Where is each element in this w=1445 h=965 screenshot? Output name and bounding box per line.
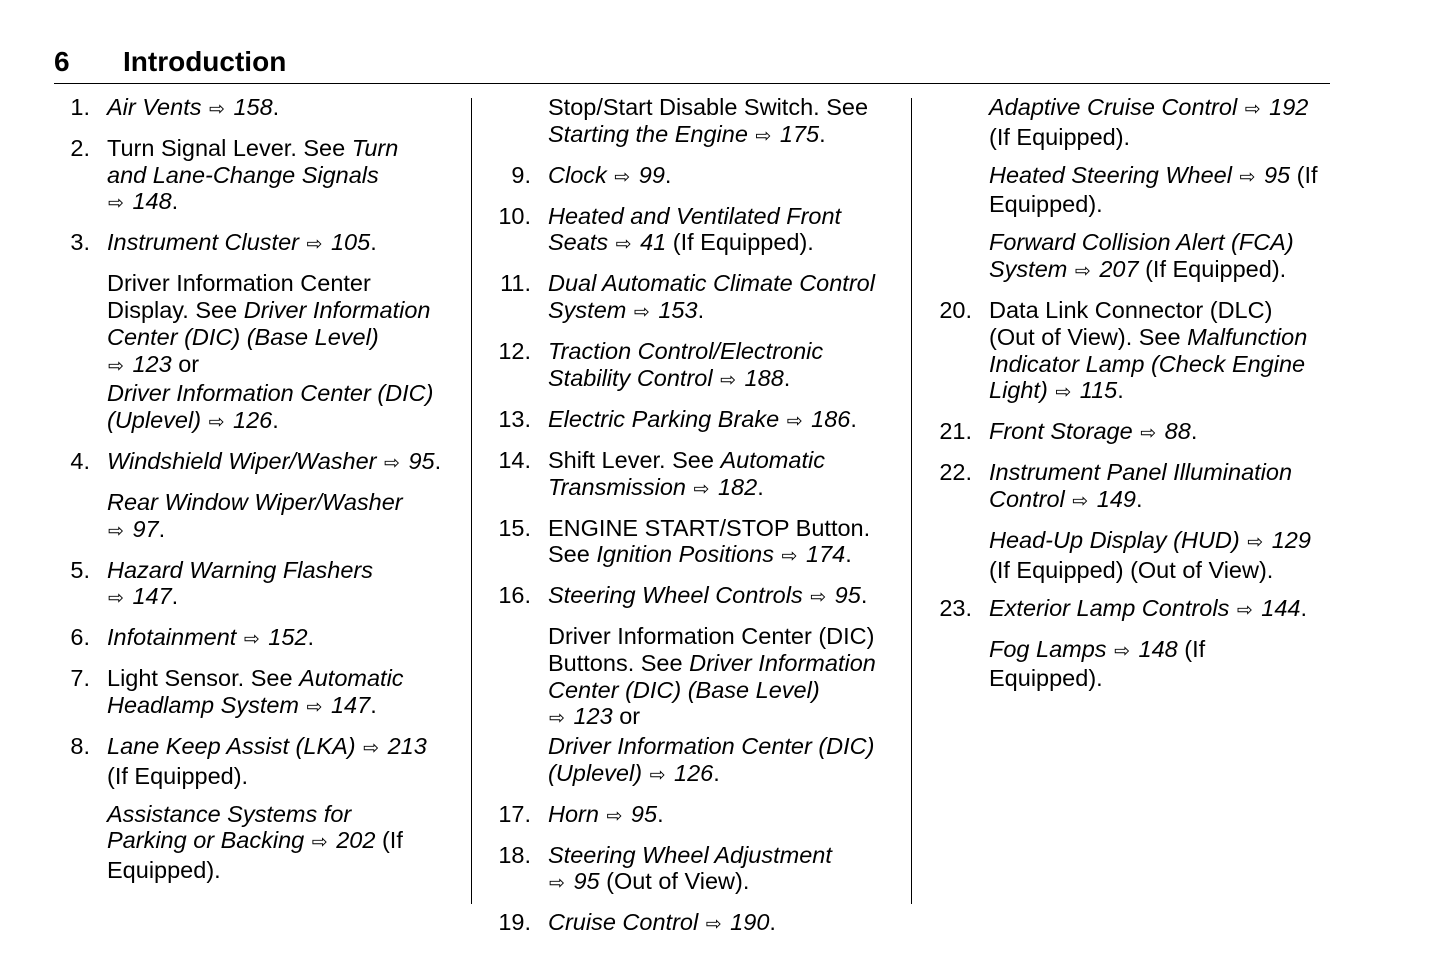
entry-label-text: . [158,515,166,542]
entry-label-text: (If [1290,161,1318,188]
index-entry [495,270,905,326]
index-entry [54,448,464,478]
entry-label-text: . [370,692,377,719]
index-sub-entry [936,94,1336,150]
cross-reference-text: 147 [324,692,371,719]
cross-reference-text: Center (DIC) (Base Level) [107,323,379,350]
entry-number: 13. [498,405,531,432]
entry-text [989,459,1336,515]
entry-text [548,842,905,898]
entry-text [548,270,905,326]
entry-text [107,665,464,721]
cross-reference-text: 123 [566,703,613,730]
entry-label-text: . [757,473,764,500]
cross-reference-text: Windshield Wiper/Washer [107,447,384,474]
entry-label-text: . [434,447,442,474]
entry-text [989,636,1336,692]
entry-label-text: (If Equipped). [666,229,814,256]
entry-label-text: . [1300,594,1308,621]
cross-reference-text: 97 [125,515,159,542]
entry-text [548,338,905,394]
entry-number: 17. [498,800,531,827]
entry-label-text: Turn Signal Lever. See [107,135,352,161]
cross-reference-text: Instrument Panel Illumination [989,459,1293,486]
entry-text [107,733,464,789]
entry-label-text: . [860,582,868,609]
page-reference-arrow-icon: ⇨ [1114,640,1131,662]
cross-reference-text: 95 [1257,161,1291,188]
column-middle [495,94,905,950]
page-reference-arrow-icon: ⇨ [633,302,650,324]
cross-reference-text: Head-Up Display (HUD) [989,526,1247,553]
index-entry [54,665,464,721]
entry-label-text: . [657,800,664,827]
cross-reference-text: 147 [125,583,172,610]
index-entry [54,557,464,613]
entry-text [548,203,905,259]
entry-text [989,162,1336,218]
cross-reference-text: Automatic [299,665,404,692]
index-entry [54,94,464,124]
cross-reference-text: 188 [738,364,784,391]
entry-label-text: . [370,229,377,256]
page-reference-arrow-icon: ⇨ [810,587,827,609]
entry-label-text: Data Link Connector (DLC) [989,297,1273,324]
cross-reference-text: System [548,297,633,324]
cross-reference-text: Rear Window Wiper/Washer [107,488,403,515]
entry-label-text: Equipped). [989,191,1103,218]
cross-reference-text: 148 [125,188,172,215]
cross-reference-text: 99 [632,161,665,188]
cross-reference-text: Steering Wheel Controls [548,582,810,609]
page-reference-arrow-icon: ⇨ [720,369,737,391]
entry-label-text: Equipped). [107,857,221,884]
page-reference-arrow-icon: ⇨ [549,873,565,895]
entry-text [548,515,905,571]
entry-text [548,582,905,612]
cross-reference-text: Control [989,485,1072,512]
cross-reference-text: 144 [1254,594,1301,621]
page-reference-arrow-icon: ⇨ [649,764,666,786]
index-entry [936,418,1336,448]
entry-label-text: . [697,297,705,324]
entry-text [989,595,1336,625]
page-reference-arrow-icon: ⇨ [306,697,323,719]
column-right [936,94,1336,703]
page-reference-arrow-icon: ⇨ [549,708,565,730]
cross-reference-text: 95 [566,868,600,895]
column-divider-1 [471,98,472,904]
page-header [54,46,1330,84]
page-reference-arrow-icon: ⇨ [693,478,710,500]
page-reference-arrow-icon: ⇨ [1072,490,1089,512]
index-sub-entry [54,801,464,884]
cross-reference-text: 213 [381,733,427,760]
page-reference-arrow-icon: ⇨ [108,355,124,377]
cross-reference-text: Ignition Positions [596,541,781,568]
page-reference-arrow-icon: ⇨ [614,166,631,188]
entry-label-text: (Out of View). See [989,323,1188,350]
page-reference-arrow-icon: ⇨ [108,520,124,542]
column-divider-2 [911,98,912,904]
page-reference-arrow-icon: ⇨ [311,832,328,854]
cross-reference-text: Forward Collision Alert (FCA) [989,229,1294,256]
cross-reference-text: 126 [226,406,273,433]
cross-reference-text: Lane Keep Assist (LKA) [107,733,363,760]
page-reference-arrow-icon: ⇨ [1140,423,1157,445]
entry-number: 20. [939,297,972,324]
cross-reference-text: 202 [329,827,376,854]
column-left [54,94,464,895]
cross-reference-text: Assistance Systems for [107,800,352,827]
index-sub-entry [936,636,1336,692]
entry-label-text: . [713,759,720,786]
cross-reference-text: Electric Parking Brake [548,405,786,432]
page-reference-arrow-icon: ⇨ [306,234,323,256]
entry-number: 21. [939,418,972,445]
index-entry [495,203,905,259]
entry-label-text: . [664,161,672,188]
cross-reference-text: Parking or Backing [107,827,311,854]
cross-reference-text: 174 [799,541,846,568]
page-reference-arrow-icon: ⇨ [615,234,632,256]
entry-number: 18. [498,841,531,868]
entry-text [548,909,905,939]
entry-text [107,229,464,259]
entry-label-text: Display. See [107,297,244,324]
index-entry [936,595,1336,625]
cross-reference-text: 186 [804,405,851,432]
entry-number: 11. [500,270,531,297]
entry-text [107,557,464,613]
entry-number: 3. [70,229,90,256]
entry-text [989,94,1336,150]
entry-label-text: (If [1177,635,1206,662]
entry-label-text: . [272,94,280,120]
cross-reference-text: Light) [989,377,1055,404]
entry-number: 9. [511,161,531,188]
entry-label-text: Stop/Start Disable Switch. See [548,94,869,120]
entry-label-text: or [612,703,641,730]
cross-reference-text: Driver Information [243,297,431,324]
index-sub-entry [54,489,464,545]
entry-label-text: . [783,364,791,391]
cross-reference-text: 175 [773,120,820,147]
cross-reference-text: Transmission [548,473,693,500]
cross-reference-text: Malfunction [1187,323,1308,350]
index-entry [54,733,464,789]
cross-reference-text: Indicator Lamp (Check Engine [989,350,1306,377]
page-reference-arrow-icon: ⇨ [208,411,225,433]
entry-label-text: (If [375,827,403,854]
entry-label-text: Light Sensor. See [107,665,300,692]
index-sub-entry [54,270,464,436]
entry-label-text: . [171,583,179,610]
index-sub-entry [936,527,1336,583]
cross-reference-text: 190 [723,909,770,936]
entry-label-text: ENGINE START/STOP Button. [548,514,871,541]
cross-reference-text: 207 [1092,256,1139,283]
index-entry [495,162,905,192]
entry-label-text: . [1190,418,1198,445]
cross-reference-text: Exterior Lamp Controls [989,594,1236,621]
entry-label-text: . [272,406,279,433]
index-entry [936,297,1336,407]
index-sub-entry [936,229,1336,285]
cross-reference-text: Stability Control [548,364,720,391]
cross-reference-text: and Lane-Change Signals [107,161,379,188]
cross-reference-text: Heated and Ventilated Front [548,202,842,229]
entry-number: 5. [70,556,90,583]
entry-number: 1. [70,94,90,120]
cross-reference-text: System [989,256,1074,283]
cross-reference-text: 182 [711,473,758,500]
entry-label-text: (Out of View). [599,868,750,895]
index-sub-entry [495,94,905,150]
entry-text [107,94,464,124]
cross-reference-text: Front Storage [989,418,1140,445]
page-reference-arrow-icon: ⇨ [1055,382,1072,404]
cross-reference-text: (Uplevel) [548,759,649,786]
entry-text [107,624,464,654]
entry-text [548,94,905,150]
page-reference-arrow-icon: ⇨ [1074,261,1091,283]
entry-label-text: (If Equipped). [107,762,249,789]
entry-number: 23. [939,594,972,621]
page-reference-arrow-icon: ⇨ [606,805,623,827]
entry-number: 2. [70,135,90,161]
cross-reference-text: 158 [226,94,273,120]
index-entry [495,842,905,898]
entry-number: 14. [498,446,531,473]
cross-reference-text: 88 [1158,418,1191,445]
page-reference-arrow-icon: ⇨ [781,546,798,568]
page-reference-arrow-icon: ⇨ [108,588,124,610]
entry-number: 12. [498,338,531,365]
cross-reference-text: 105 [324,229,371,256]
entry-label-text: . [819,120,826,147]
cross-reference-text: 153 [651,297,698,324]
entry-text [548,801,905,831]
cross-reference-text: 126 [667,759,714,786]
entry-text [107,489,464,545]
entry-number: 4. [70,447,90,474]
page-reference-arrow-icon: ⇨ [786,410,803,432]
cross-reference-text: Turn [351,135,399,161]
cross-reference-text: Hazard Warning Flashers [107,556,374,583]
entry-number: 22. [939,459,972,486]
page-reference-arrow-icon: ⇨ [755,125,772,147]
entry-number: 10. [498,202,531,229]
cross-reference-text: Cruise Control [548,909,705,936]
entry-label-text: (If Equipped). [1138,256,1287,283]
cross-reference-text: Driver Information [689,649,876,676]
entry-text [107,801,464,884]
cross-reference-text: 129 [1265,526,1311,553]
cross-reference-text: Driver Information Center (DIC) [107,380,434,407]
cross-reference-text: Instrument Cluster [107,229,306,256]
cross-reference-text: Infotainment [107,624,243,651]
entry-label-text: . [307,624,315,651]
page-reference-arrow-icon: ⇨ [1239,166,1256,188]
entry-label-text: (If Equipped) (Out of View). [989,556,1274,583]
index-sub-entry [495,623,905,789]
index-entry [495,338,905,394]
entry-text [548,447,905,503]
index-entry [495,582,905,612]
cross-reference-text: Fog Lamps [989,635,1114,662]
entry-label-text: Shift Lever. See [548,446,721,473]
entry-text [107,135,464,218]
cross-reference-text: 148 [1132,635,1178,662]
entry-text [548,623,905,789]
cross-reference-text: 41 [633,229,667,256]
page-reference-arrow-icon: ⇨ [1247,531,1264,553]
cross-reference-text: Dual Automatic Climate Control [548,270,875,297]
cross-reference-text: Center (DIC) (Base Level) [548,676,820,703]
cross-reference-text: Headlamp System [107,692,306,719]
entry-label-text: Driver Information Center [107,270,371,297]
page-reference-arrow-icon: ⇨ [384,452,400,474]
entry-label-text: Driver Information Center (DIC) [548,623,875,650]
entry-text [107,448,464,478]
cross-reference-text: Horn [548,800,606,827]
cross-reference-text: Clock [548,161,614,188]
entry-label-text: (If Equipped). [989,123,1131,150]
entry-text [989,229,1336,285]
entry-label-text: . [769,909,776,936]
index-entry [495,515,905,571]
cross-reference-text: Seats [548,229,615,256]
index-entry [495,801,905,831]
page-reference-arrow-icon: ⇨ [209,99,225,120]
page-reference-arrow-icon: ⇨ [1244,99,1261,120]
entry-text [548,406,905,436]
entry-label-text: . [850,405,857,432]
cross-reference-text: Adaptive Cruise Control [989,94,1244,120]
cross-reference-text: Air Vents [107,94,208,120]
index-entry [495,406,905,436]
page-number: 6 [54,46,70,77]
entry-text [107,270,464,436]
entry-number: 19. [498,909,531,936]
cross-reference-text: Traction Control/Electronic [548,338,824,365]
cross-reference-text: Driver Information Center (DIC) [548,733,875,760]
page-reference-arrow-icon: ⇨ [243,629,260,651]
page-reference-arrow-icon: ⇨ [108,193,124,215]
index-entry [495,909,905,939]
cross-reference-text: 152 [261,624,308,651]
index-entry [936,459,1336,515]
entry-label-text: Equipped). [989,665,1103,692]
entry-number: 6. [70,624,90,651]
entry-label-text: . [845,541,852,568]
entry-text [989,418,1336,448]
cross-reference-text: Automatic [720,446,825,473]
index-entry [54,624,464,654]
cross-reference-text: 95 [401,447,435,474]
cross-reference-text: Heated Steering Wheel [989,161,1239,188]
entry-text [548,162,905,192]
cross-reference-text: 192 [1262,94,1309,120]
entry-label-text: . [1117,377,1124,404]
cross-reference-text: 149 [1090,485,1136,512]
cross-reference-text: 95 [624,800,658,827]
index-entry [495,447,905,503]
entry-number: 7. [70,665,90,692]
index-sub-entry [936,162,1336,218]
index-entry [54,229,464,259]
cross-reference-text: (Uplevel) [107,406,208,433]
page-title: Introduction [123,46,287,77]
entry-number: 15. [498,514,531,541]
page-reference-arrow-icon: ⇨ [705,914,722,936]
cross-reference-text: Starting the Engine [548,120,755,147]
page-reference-arrow-icon: ⇨ [1236,599,1253,621]
entry-label-text: or [171,350,200,377]
cross-reference-text: 115 [1073,377,1118,404]
entry-label-text: See [548,541,597,568]
entry-label-text: . [1135,485,1143,512]
page-reference-arrow-icon: ⇨ [363,738,380,760]
entry-text [989,527,1336,583]
entry-number: 8. [70,733,90,760]
cross-reference-text: 95 [828,582,861,609]
entry-label-text: Buttons. See [548,649,690,676]
cross-reference-text: 123 [125,350,172,377]
entry-number: 16. [498,582,531,609]
cross-reference-text: Steering Wheel Adjustment [548,841,832,868]
entry-text [989,297,1336,407]
entry-label-text: . [171,188,179,215]
index-entry [54,135,464,218]
